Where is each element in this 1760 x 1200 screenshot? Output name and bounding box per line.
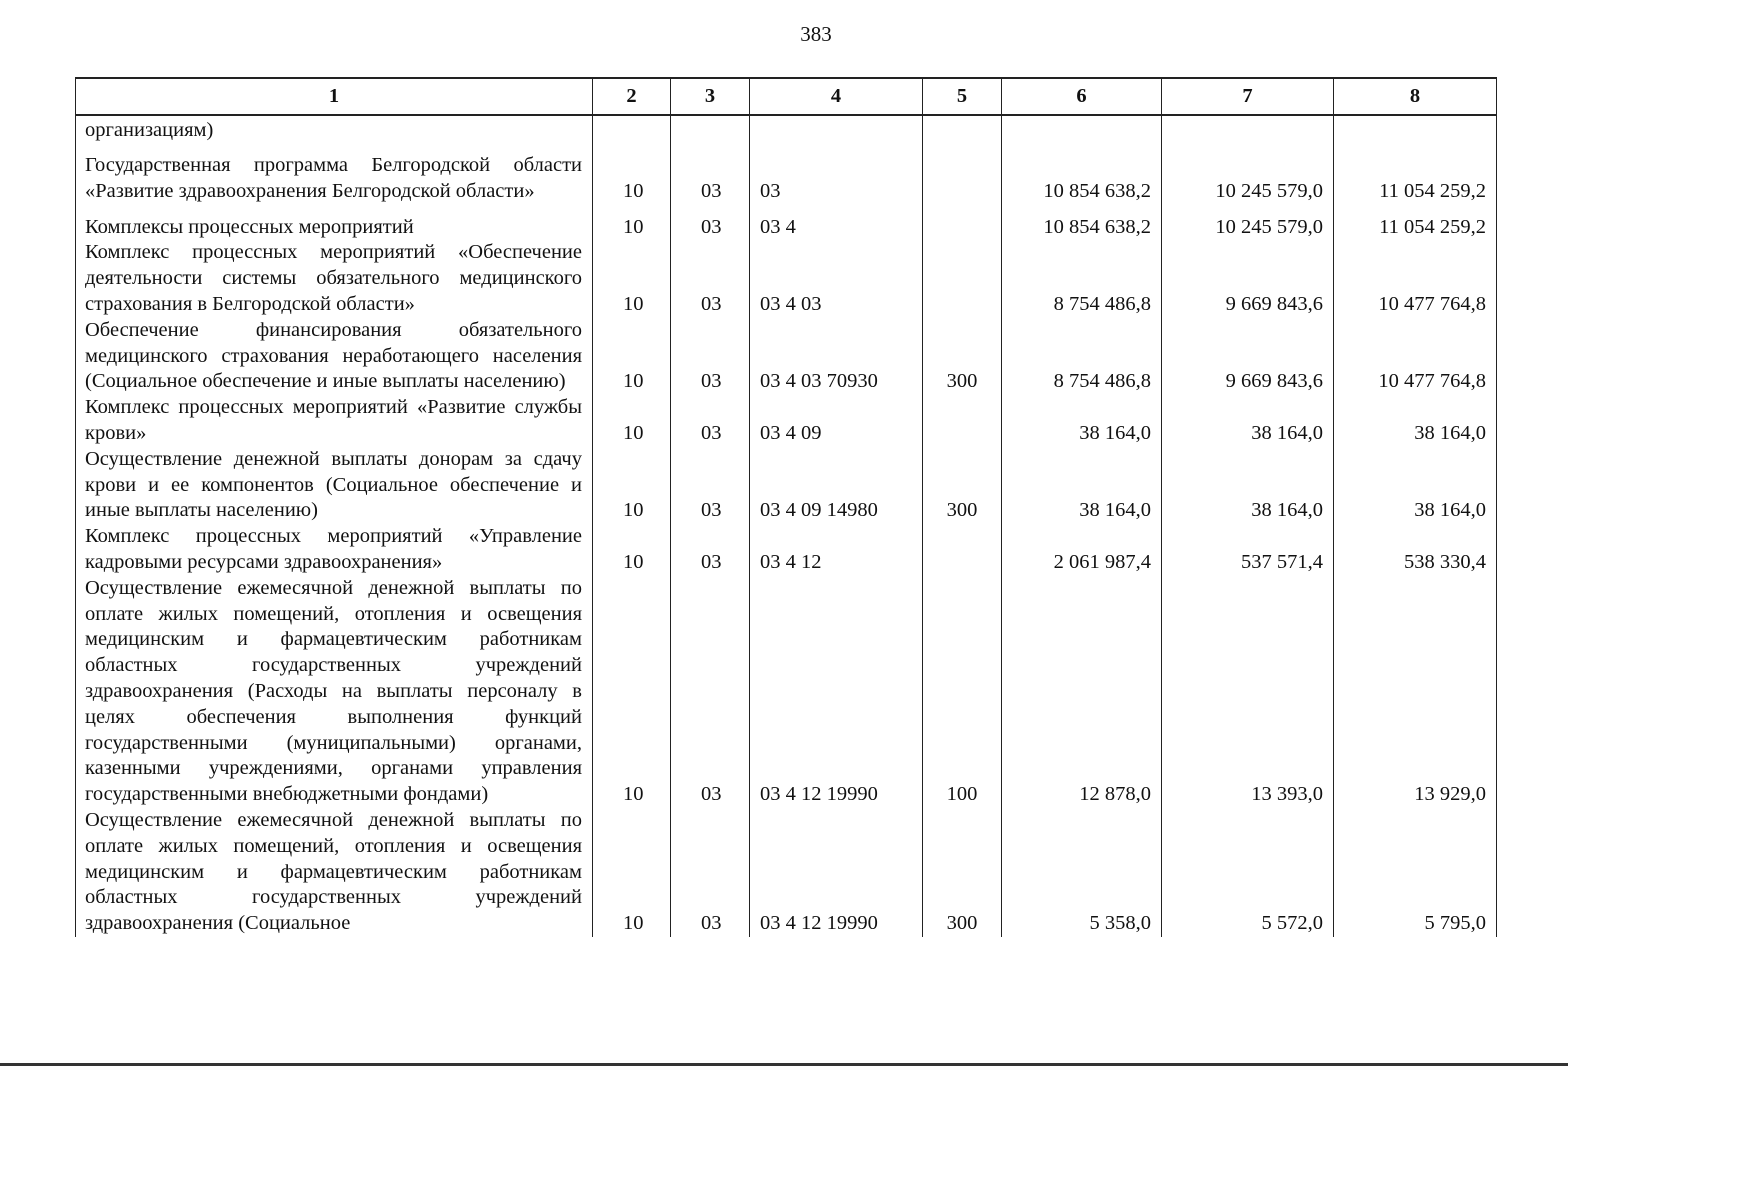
amount-3: 11 054 259,2	[1334, 153, 1497, 215]
row-name: Комплекс процессных мероприятий «Обеспечение деятельности системы обязательного медицинского страхования в Белгородской области»	[76, 240, 593, 317]
row-name: Комплекс процессных мероприятий «Развитие службы крови»	[76, 395, 593, 447]
column-header-subsection: 3	[671, 78, 750, 115]
expense-type-code: 300	[923, 808, 1002, 937]
page-number: 383	[800, 22, 832, 46]
subsection-code: 03	[671, 447, 750, 524]
amount-1: 8 754 486,8	[1002, 318, 1162, 395]
amount-2: 10 245 579,0	[1162, 153, 1334, 215]
amount-3: 10 477 764,8	[1334, 240, 1497, 317]
section-code	[593, 115, 671, 153]
subsection-code: 03	[671, 524, 750, 576]
row-name: Осуществление денежной выплаты донорам за сдачу крови и ее компонентов (Социальное обеспечение и иные выплаты населению)	[76, 447, 593, 524]
section-code: 10	[593, 318, 671, 395]
target-code: 03 4 12	[750, 524, 923, 576]
amount-1: 12 878,0	[1002, 576, 1162, 808]
expense-type-code	[923, 240, 1002, 317]
table-row	[76, 447, 1497, 524]
header-row	[76, 78, 1497, 115]
amount-1: 38 164,0	[1002, 447, 1162, 524]
row-name: Обеспечение финансирования обязательного медицинского страхования неработающего населения (Социальное обеспечение и иные выплаты населению)	[76, 318, 593, 395]
amount-1: 8 754 486,8	[1002, 240, 1162, 317]
row-name: Осуществление ежемесячной денежной выплаты по оплате жилых помещений, отопления и освещения медицинским и фармацевтическим работникам областных государственных учреждений здравоохранения (Расходы на выплаты персоналу в целях обеспечения выполнения функций государственными (муниципальными) органами, казенными учреждениями, органами управления государственными внебюджетными фондами)	[76, 576, 593, 808]
subsection-code: 03	[671, 808, 750, 937]
section-code: 10	[593, 808, 671, 937]
section-code: 10	[593, 395, 671, 447]
target-code: 03	[750, 153, 923, 215]
amount-2: 9 669 843,6	[1162, 318, 1334, 395]
column-header-section: 2	[593, 78, 671, 115]
amount-2: 38 164,0	[1162, 447, 1334, 524]
table-row	[76, 153, 1497, 215]
column-header-amount-3: 8	[1334, 78, 1497, 115]
expense-type-code	[923, 524, 1002, 576]
row-name: организациям)	[76, 115, 593, 153]
target-code	[750, 115, 923, 153]
row-name: Комплексы процессных мероприятий	[76, 215, 593, 241]
subsection-code: 03	[671, 153, 750, 215]
table-row	[76, 808, 1497, 937]
expense-type-code	[923, 395, 1002, 447]
amount-3: 11 054 259,2	[1334, 215, 1497, 241]
amount-3: 5 795,0	[1334, 808, 1497, 937]
row-name: Государственная программа Белгородской области «Развитие здравоохранения Белгородской области»	[76, 153, 593, 215]
amount-1	[1002, 115, 1162, 153]
table-row	[76, 576, 1497, 808]
expense-type-code: 300	[923, 318, 1002, 395]
amount-2	[1162, 115, 1334, 153]
section-code: 10	[593, 576, 671, 808]
section-code: 10	[593, 524, 671, 576]
expense-type-code	[923, 115, 1002, 153]
column-header-expense-type: 5	[923, 78, 1002, 115]
amount-3: 538 330,4	[1334, 524, 1497, 576]
expense-type-code	[923, 153, 1002, 215]
amount-3: 38 164,0	[1334, 447, 1497, 524]
column-header-name: 1	[76, 78, 593, 115]
target-code: 03 4 09 14980	[750, 447, 923, 524]
row-name: Комплекс процессных мероприятий «Управление кадровыми ресурсами здравоохранения»	[76, 524, 593, 576]
target-code: 03 4 09	[750, 395, 923, 447]
amount-2: 537 571,4	[1162, 524, 1334, 576]
subsection-code: 03	[671, 318, 750, 395]
row-name: Осуществление ежемесячной денежной выплаты по оплате жилых помещений, отопления и освещения медицинским и фармацевтическим работникам областных государственных учреждений здравоохранения (Социальное	[76, 808, 593, 937]
table-row	[76, 115, 1497, 153]
section-code: 10	[593, 215, 671, 241]
target-code: 03 4 03 70930	[750, 318, 923, 395]
target-code: 03 4	[750, 215, 923, 241]
amount-2: 13 393,0	[1162, 576, 1334, 808]
section-code: 10	[593, 153, 671, 215]
table-row	[76, 215, 1497, 241]
subsection-code: 03	[671, 395, 750, 447]
target-code: 03 4 12 19990	[750, 808, 923, 937]
amount-1: 10 854 638,2	[1002, 215, 1162, 241]
amount-1: 10 854 638,2	[1002, 153, 1162, 215]
expense-type-code: 300	[923, 447, 1002, 524]
section-code: 10	[593, 240, 671, 317]
subsection-code: 03	[671, 240, 750, 317]
table-row	[76, 318, 1497, 395]
amount-2: 10 245 579,0	[1162, 215, 1334, 241]
target-code: 03 4 03	[750, 240, 923, 317]
expense-type-code: 100	[923, 576, 1002, 808]
section-code: 10	[593, 447, 671, 524]
subsection-code	[671, 115, 750, 153]
amount-3: 38 164,0	[1334, 395, 1497, 447]
target-code: 03 4 12 19990	[750, 576, 923, 808]
amount-3: 10 477 764,8	[1334, 318, 1497, 395]
amount-1: 2 061 987,4	[1002, 524, 1162, 576]
amount-2: 38 164,0	[1162, 395, 1334, 447]
budget-table	[75, 77, 1497, 937]
amount-3	[1334, 115, 1497, 153]
column-header-amount-2: 7	[1162, 78, 1334, 115]
amount-2: 5 572,0	[1162, 808, 1334, 937]
subsection-code: 03	[671, 576, 750, 808]
column-header-target-article: 4	[750, 78, 923, 115]
table-row	[76, 240, 1497, 317]
amount-3: 13 929,0	[1334, 576, 1497, 808]
expense-type-code	[923, 215, 1002, 241]
table-row	[76, 524, 1497, 576]
amount-1: 5 358,0	[1002, 808, 1162, 937]
column-header-amount-1: 6	[1002, 78, 1162, 115]
amount-1: 38 164,0	[1002, 395, 1162, 447]
page-bottom-rule	[0, 1063, 1568, 1066]
subsection-code: 03	[671, 215, 750, 241]
amount-2: 9 669 843,6	[1162, 240, 1334, 317]
table-row	[76, 395, 1497, 447]
